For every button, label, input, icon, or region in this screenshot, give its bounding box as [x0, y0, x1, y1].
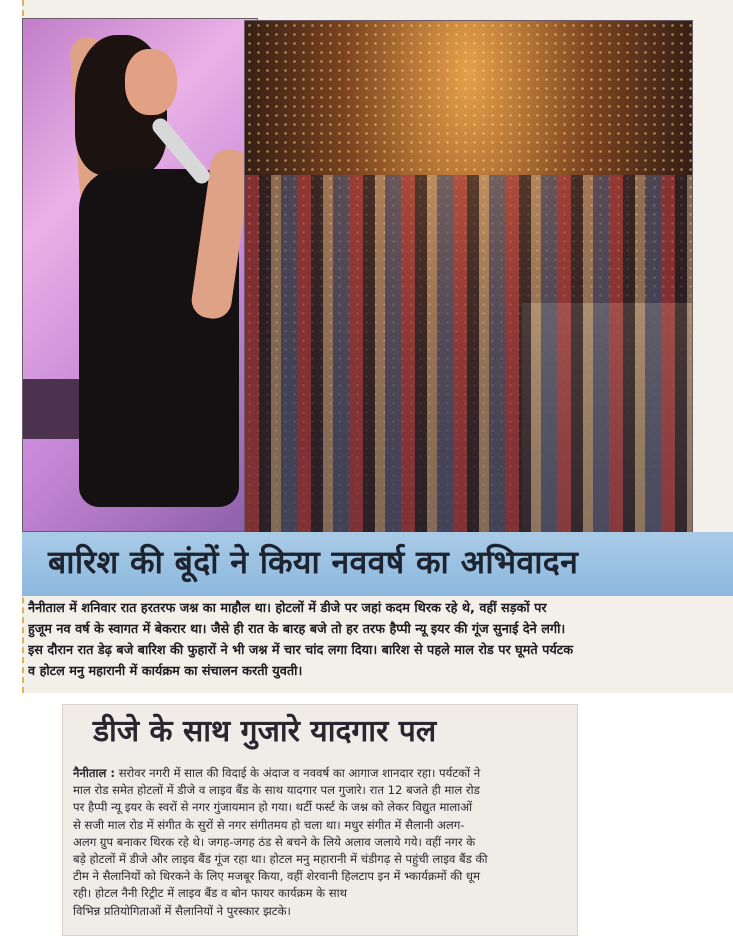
- article-2-line: अलग ग्रुप बनाकर थिरक रहे थे। जगह-जगह ठंड से बचने के लिये अलाव जलाये गये। वहीं नगर के: [73, 834, 476, 849]
- headline-article-2: डीजे के साथ गुजारे यादगार पल: [93, 714, 437, 749]
- article-2-line: पर हैप्पी न्यू इयर के स्वरों से नगर गुंजायमान हो गया। थर्टी फर्स्ट के जश्न को लेकर विद्युत मालाओं: [73, 800, 473, 815]
- article-2-line: माल रोड समेत होटलों में डीजे व लाइव बैंड के साथ यादगार पल गुजारे। रात 12 बजते ही माल रोड: [73, 783, 480, 798]
- dateline: नैनीताल :: [73, 766, 116, 780]
- news-clipping-bottom: [62, 704, 578, 936]
- article-2-line: विभिन्न प्रतियोगिताओं में सैलानियों ने पुरस्कार झटके।: [73, 903, 291, 918]
- stage-equipment: [23, 379, 83, 439]
- article-1-body: [28, 598, 722, 682]
- article-1-line: व होटल मनु महारानी में कार्यक्रम का संचालन करती युवती।: [28, 664, 303, 679]
- article-2-first-line: सरोवर नगरी में साल की विदाई के अंदाज व नववर्ष का आगाज शानदार रहा। पर्यटकों ने: [115, 766, 481, 780]
- article-1-line: इस दौरान रात डेढ़ बजे बारिश की फुहारों ने भी जश्न में चार चांद लगा दिया। बारिश से पहले माल रोड पर घूमते पर्यटक: [28, 643, 574, 658]
- article-2-line: रही। होटल नैनी रिट्रीट में लाइव बैंड व बोन फायर कार्यक्रम के साथ: [73, 886, 347, 901]
- article-1-line: नैनीताल में शनिवार रात हरतरफ जश्न का माहौल था। होटलों में डीजे पर जहां कदम थिरक रहे थे, वहीं सड़कों पर: [28, 601, 547, 616]
- article-2-body: [73, 765, 571, 920]
- crowd: [245, 175, 692, 533]
- headline-band: [22, 532, 733, 596]
- headline-article-1: बारिश की बूंदों ने किया नववर्ष का अभिवादन: [48, 543, 579, 581]
- singer-face: [125, 49, 177, 115]
- article-1-line: हुजूम नव वर्ष के स्वागत में बेकरार था। जैसे ही रात के बारह बजे तो हर तरफ हैप्पी न्यू इयर की गूंज सुनाई देने लगी।: [28, 622, 566, 637]
- article-2-line: [73, 765, 571, 782]
- photo-singer: [22, 18, 258, 532]
- article-2-line: बड़े होटलों में डीजे और लाइव बैंड गूंज रहा था। होटल मनु महारानी में चंडीगढ़ से पहुंची लाइव बैंड की: [73, 852, 488, 867]
- article-2-line: से सजी माल रोड में संगीत के सुरों से नगर संगीतमय हो चला था। मधुर संगीत में सैलानी अलग-: [73, 817, 465, 832]
- photo-mall-road-crowd: [244, 20, 693, 534]
- article-2-line: टीम ने सैलानियों को थिरकने के लिए मजबूर किया, वहीं शेरवानी हिलटाप इन में भ्कार्यक्रमों की धूम: [73, 869, 480, 884]
